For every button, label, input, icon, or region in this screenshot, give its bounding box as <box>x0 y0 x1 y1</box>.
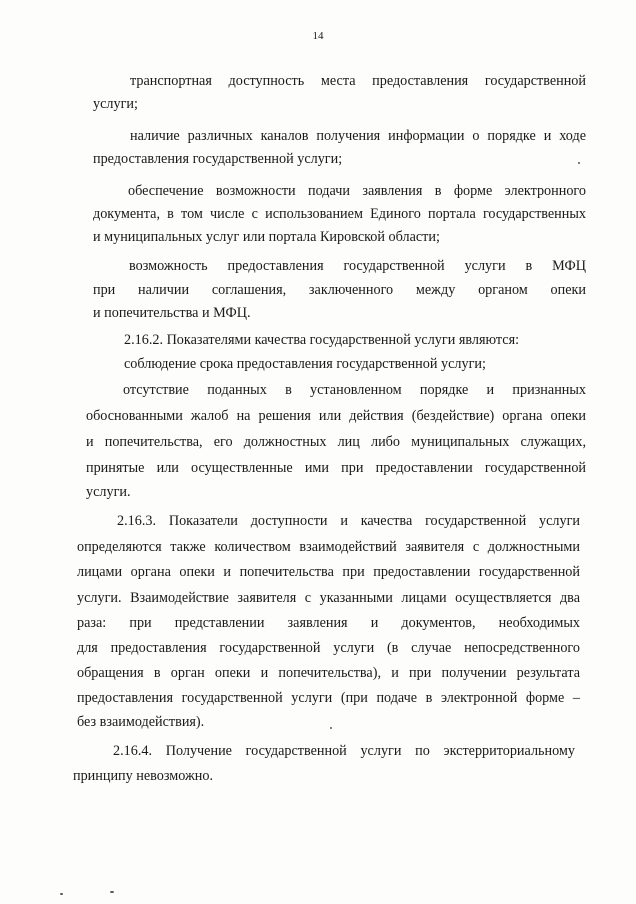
text-line: и муниципальных услуг или портала Кировской области; <box>93 229 440 245</box>
text-line: обеспечение возможности подачи заявления в форме электронного <box>128 183 586 199</box>
section-heading-line: 2.16.3. Показатели доступности и качества государственной услуги <box>117 513 580 529</box>
text-line: обоснованными жалоб на решения или действия (бездействие) органа опеки <box>86 408 586 424</box>
text-line: раза: при представлении заявления и документов, необходимых <box>77 615 580 631</box>
text-line: наличие различных каналов получения информации о порядке и ходе <box>130 128 586 144</box>
text-line: услуги. Взаимодействие заявителя с указанными лицами осуществляется два <box>77 590 580 606</box>
text-line: отсутствие поданных в установленном порядке и признанных <box>123 382 586 398</box>
text-line: и попечительства и МФЦ. <box>93 305 251 321</box>
text-line: принципу невозможно. <box>73 768 214 784</box>
section-heading-line: 2.16.4. Получение государственной услуги по экстерриториальному <box>113 743 575 759</box>
text-line: предоставления государственной услуги; <box>93 151 343 167</box>
text-line: принятые или осуществленные ими при предоставлении государственной <box>86 460 586 476</box>
text-line: для предоставления государственной услуги (в случае непосредственного <box>77 640 580 656</box>
page-number: 14 <box>312 30 324 42</box>
text-line: при наличии соглашения, заключенного между органом опеки <box>93 282 586 298</box>
scan-speck <box>330 727 332 729</box>
section-heading-line: 2.16.2. Показателями качества государственной услуги являются: <box>124 332 520 348</box>
text-line: без взаимодействия). <box>77 714 205 730</box>
text-line: соблюдение срока предоставления государственной услуги; <box>124 356 486 372</box>
text-line: документа, в том числе с использованием Единого портала государственных <box>93 206 586 222</box>
text-line: возможность предоставления государственной услуги в МФЦ <box>129 258 586 274</box>
scan-speck <box>578 162 580 164</box>
text-line: услуги; <box>93 96 138 112</box>
scan-speck <box>110 891 114 893</box>
text-line: транспортная доступность места предоставления государственной <box>130 73 586 89</box>
text-line: услуги. <box>86 484 131 500</box>
text-line: лицами органа опеки и попечительства при предоставлении государственной <box>77 564 580 580</box>
text-line: и попечительства, его должностных лиц либо муниципальных служащих, <box>86 434 586 450</box>
scan-speck <box>60 893 63 895</box>
text-line: предоставления государственной услуги (при подаче в электронной форме – <box>77 690 580 706</box>
text-line: обращения в орган опеки и попечительства), и при получении результата <box>77 665 580 681</box>
text-line: определяются также количеством взаимодействий заявителя с должностными <box>77 539 580 555</box>
